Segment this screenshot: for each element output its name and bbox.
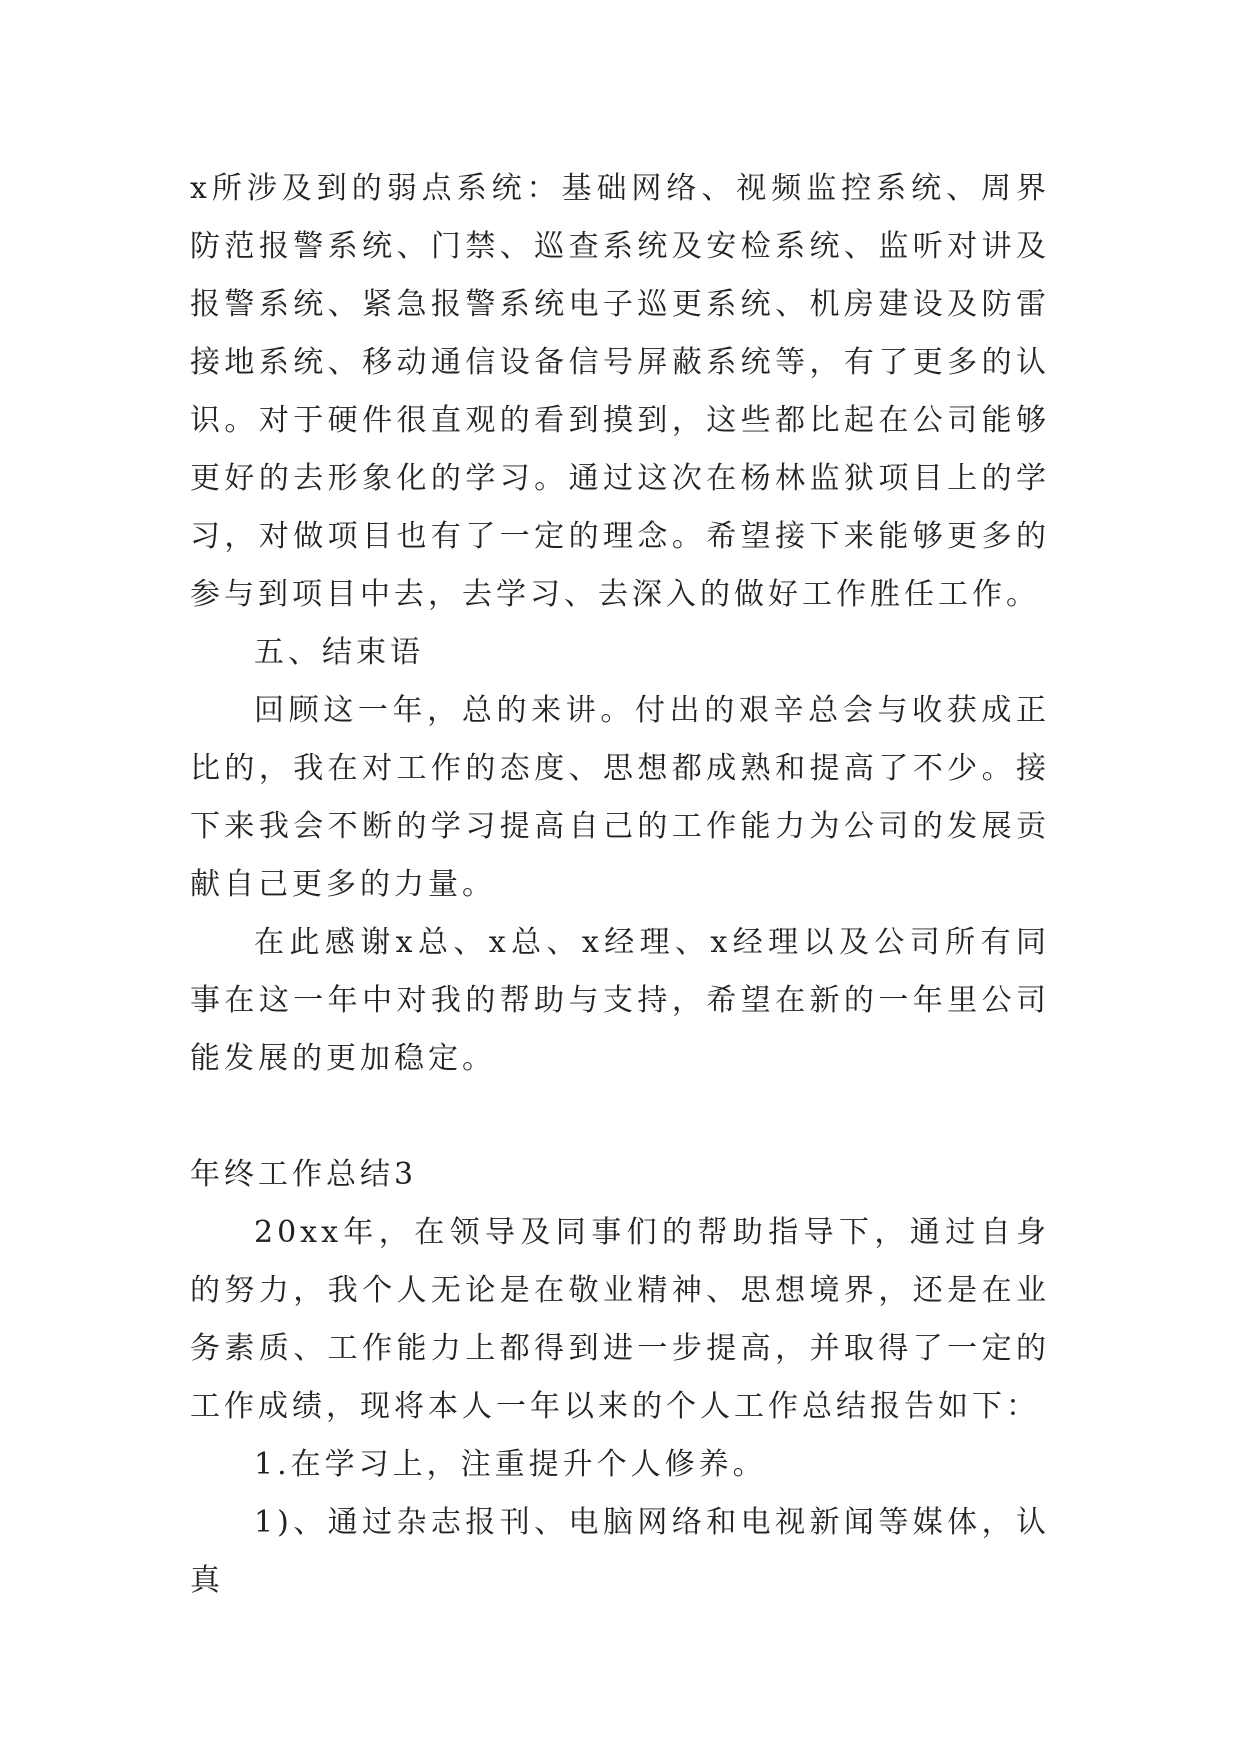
paragraph-intro: 20xx年，在领导及同事们的帮助指导下，通过自身的努力，我个人无论是在敬业精神、思想境界，还是在业务素质、工作能力上都得到进一步提高，并取得了一定的工作成绩，现将本人一年以来的个人工作总结报告如下：	[190, 1215, 1050, 1424]
list-item-study: 1.在学习上，注重提升个人修养。	[254, 1447, 767, 1482]
document-body	[190, 160, 1050, 1610]
section-heading-conclusion: 五、结束语	[254, 635, 424, 670]
document-title: 年终工作总结3	[190, 1157, 418, 1192]
paragraph-review: 回顾这一年，总的来讲。付出的艰辛总会与收获成正比的，我在对工作的态度、思想都成熟和提高了不少。接下来我会不断的学习提高自己的工作能力为公司的发展贡献自己更多的力量。	[190, 693, 1050, 902]
paragraph-weak-systems: x所涉及到的弱点系统：基础网络、视频监控系统、周界防范报警系统、门禁、巡查系统及安检系统、监听对讲及报警系统、紧急报警系统电子巡更系统、机房建设及防雷接地系统、移动通信设备信号屏蔽系统等，有了更多的认识。对于硬件很直观的看到摸到，这些都比起在公司能够更好的去形象化的学习。通过这次在杨林监狱项目上的学习，对做项目也有了一定的理念。希望接下来能够更多的参与到项目中去，去学习、去深入的做好工作胜任工作。	[190, 171, 1050, 612]
list-subitem-media: 1)、通过杂志报刊、电脑网络和电视新闻等媒体，认真	[190, 1505, 1050, 1598]
paragraph-thanks: 在此感谢x总、x总、x经理、x经理以及公司所有同事在这一年中对我的帮助与支持，希望在新的一年里公司能发展的更加稳定。	[190, 925, 1050, 1076]
